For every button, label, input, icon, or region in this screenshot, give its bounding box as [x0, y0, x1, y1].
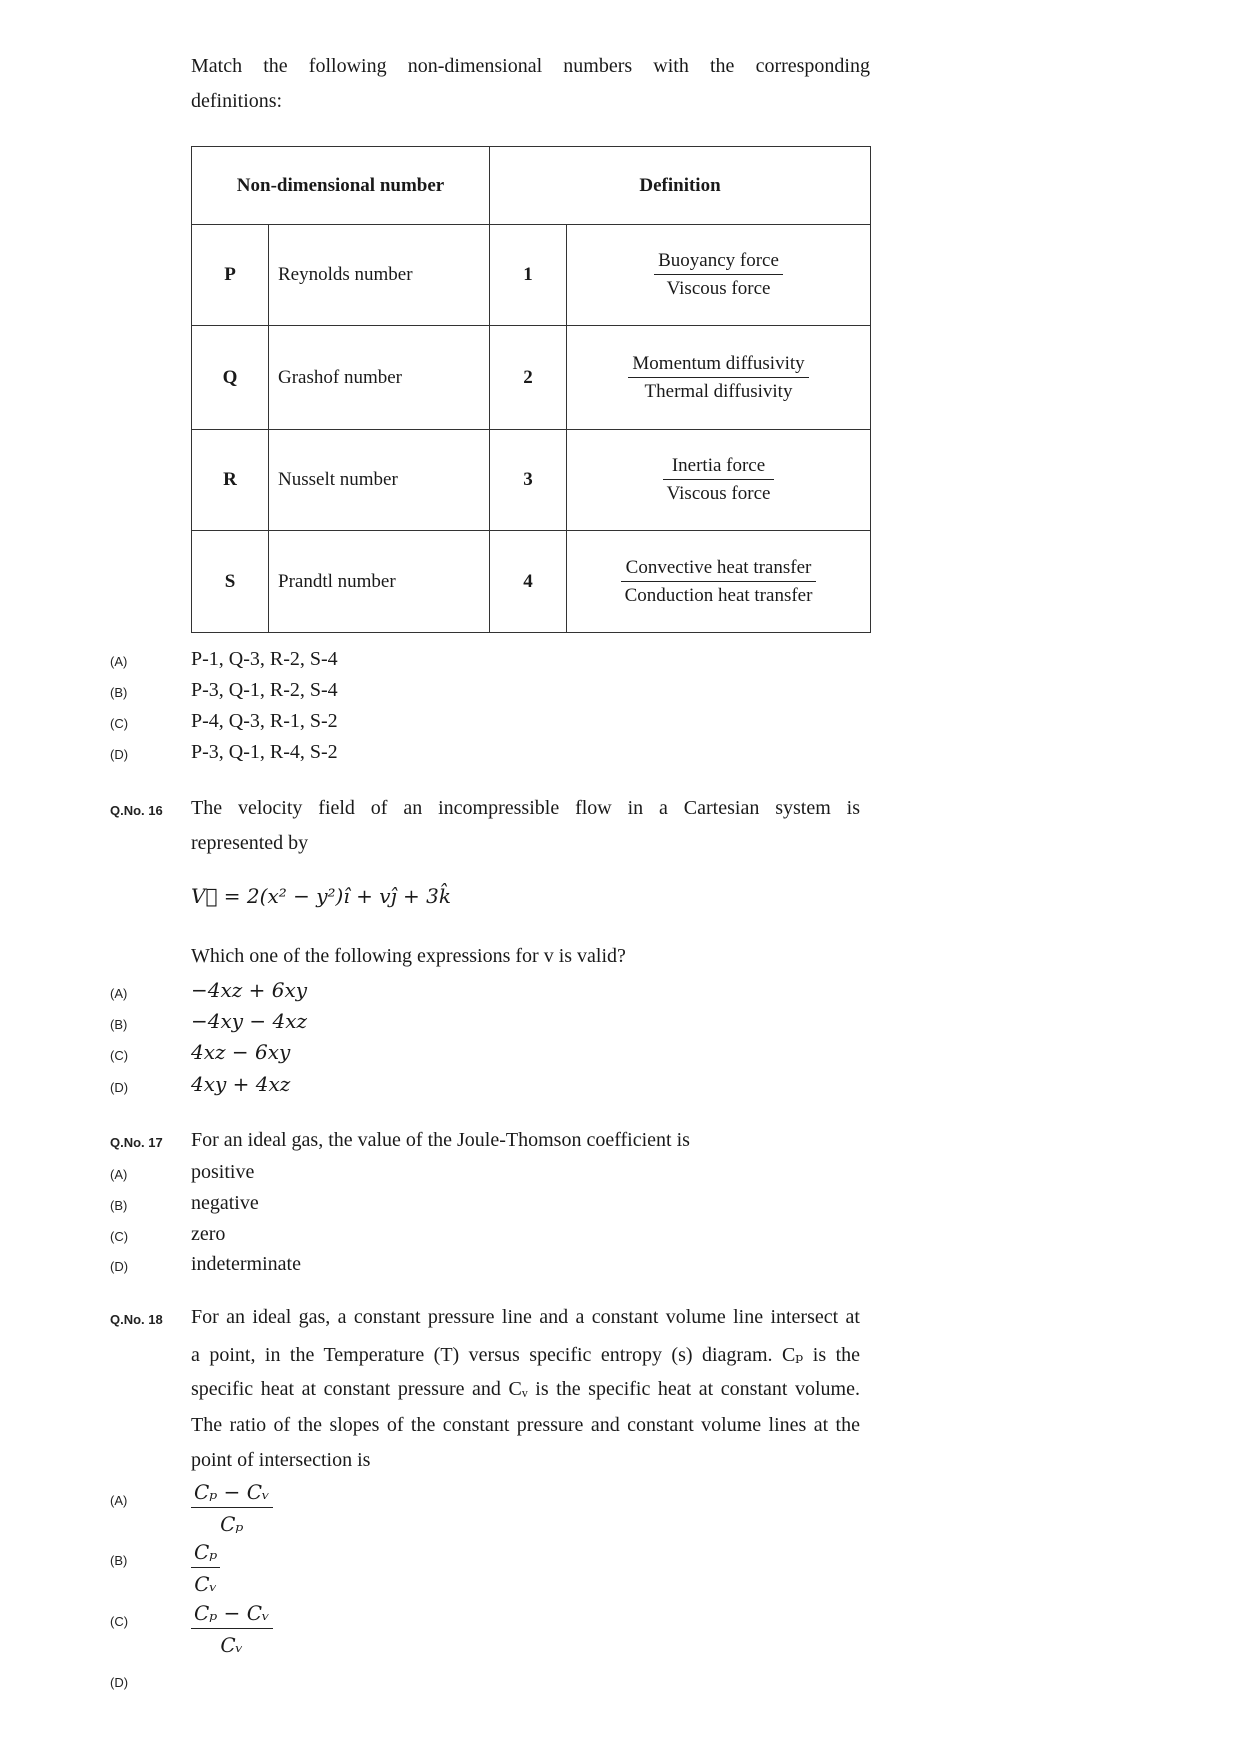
option-label: (D): [110, 1675, 129, 1690]
option-label: (D): [110, 747, 129, 762]
definition-fraction: [663, 455, 775, 505]
option-text: 4xz − 6xy: [191, 1040, 291, 1064]
option-text: −4xy − 4xz: [191, 1009, 308, 1033]
fraction-denominator: Cᵥ: [194, 1572, 218, 1596]
row-letter: S: [192, 531, 269, 633]
row-name: Nusselt number: [269, 430, 490, 531]
def-numerator: Momentum diffusivity: [628, 353, 808, 378]
fraction-numerator: Cₚ − Cᵥ: [191, 1601, 273, 1629]
option-label: (D): [110, 1259, 129, 1274]
row-definition: [567, 531, 871, 633]
row-name: Prandtl number: [269, 531, 490, 633]
fraction-numerator: Cₚ − Cᵥ: [191, 1480, 273, 1508]
row-letter: R: [192, 430, 269, 531]
q18-stem-line: a point, in the Temperature (T) versus specific entropy (s) diagram. Cₚ is the: [191, 1344, 860, 1366]
q16-question: Which one of the following expressions for v is valid?: [191, 945, 626, 967]
option-label: (C): [110, 1048, 129, 1063]
option-fraction: [191, 1601, 273, 1657]
def-denominator: Viscous force: [666, 278, 771, 299]
q15-stem-line2: definitions:: [191, 90, 283, 112]
table-row: [192, 225, 871, 326]
question-number: Q.No. 17: [110, 1135, 163, 1150]
option-fraction: [191, 1540, 220, 1596]
option-label: (D): [110, 1080, 129, 1095]
row-letter: Q: [192, 326, 269, 430]
header-non-dimensional: Non-dimensional number: [192, 147, 490, 225]
fraction-numerator: Cₚ: [191, 1540, 220, 1568]
definition-fraction: [621, 557, 817, 607]
row-definition: [567, 326, 871, 430]
option-text: negative: [191, 1192, 259, 1214]
option-label: (B): [110, 685, 128, 700]
fraction-denominator: Cₚ: [220, 1512, 244, 1536]
option-label: (B): [110, 1553, 128, 1568]
q18-stem-line: For an ideal gas, a constant pressure line and a constant volume line intersect at: [191, 1306, 860, 1328]
q15-stem-line1: Match the following non-dimensional numbers with the corresponding: [191, 55, 870, 77]
question-number: Q.No. 18: [110, 1312, 163, 1327]
def-denominator: Viscous force: [666, 483, 771, 504]
q18-stem-line: The ratio of the slopes of the constant pressure and constant volume lines at the: [191, 1414, 860, 1436]
option-text: indeterminate: [191, 1253, 301, 1275]
row-name: Reynolds number: [269, 225, 490, 326]
q16-stem-line2: represented by: [191, 832, 309, 854]
option-label: (B): [110, 1017, 128, 1032]
table-row: [192, 430, 871, 531]
header-definition: Definition: [490, 147, 871, 225]
definition-fraction: [628, 353, 808, 403]
option-label: (C): [110, 716, 129, 731]
option-label: (C): [110, 1614, 129, 1629]
option-label: (C): [110, 1229, 129, 1244]
def-denominator: Thermal diffusivity: [644, 380, 793, 402]
option-text: P-3, Q-1, R-4, S-2: [191, 741, 338, 763]
q18-stem-line: specific heat at constant pressure and Cᵥ is the specific heat at constant volume.: [191, 1378, 860, 1400]
option-text: positive: [191, 1161, 255, 1183]
table-row: [192, 326, 871, 430]
match-table: [191, 146, 871, 633]
option-label: (A): [110, 986, 128, 1001]
fraction-denominator: Cᵥ: [220, 1633, 244, 1657]
definition-fraction: [654, 250, 783, 300]
def-numerator: Buoyancy force: [654, 250, 783, 275]
option-label: (A): [110, 1493, 128, 1508]
row-number: 4: [490, 531, 567, 633]
option-text: P-1, Q-3, R-2, S-4: [191, 648, 338, 670]
option-label: (A): [110, 1167, 128, 1182]
option-text: 4xy + 4xz: [191, 1072, 291, 1096]
row-number: 3: [490, 430, 567, 531]
q16-stem-line1: The velocity field of an incompressible flow in a Cartesian system is: [191, 797, 860, 819]
table-header-row: [192, 147, 871, 225]
option-label: (A): [110, 654, 128, 669]
option-label: (B): [110, 1198, 128, 1213]
option-text: P-3, Q-1, R-2, S-4: [191, 679, 338, 701]
row-number: 2: [490, 326, 567, 430]
row-letter: P: [192, 225, 269, 326]
row-definition: [567, 430, 871, 531]
def-numerator: Convective heat transfer: [621, 557, 817, 582]
option-text: −4xz + 6xy: [191, 978, 308, 1002]
table-row: [192, 531, 871, 633]
question-number: Q.No. 16: [110, 803, 163, 818]
option-text: P-4, Q-3, R-1, S-2: [191, 710, 338, 732]
option-fraction: [191, 1480, 273, 1536]
def-numerator: Inertia force: [663, 455, 775, 480]
row-definition: [567, 225, 871, 326]
def-denominator: Conduction heat transfer: [624, 584, 813, 606]
q17-stem: For an ideal gas, the value of the Joule-Thomson coefficient is: [191, 1129, 690, 1151]
velocity-equation: V⃗ = 2(x² − y²)î + vĵ + 3k̂: [191, 884, 452, 908]
q18-stem-line: point of intersection is: [191, 1449, 371, 1471]
row-name: Grashof number: [269, 326, 490, 430]
option-text: zero: [191, 1223, 226, 1245]
row-number: 1: [490, 225, 567, 326]
